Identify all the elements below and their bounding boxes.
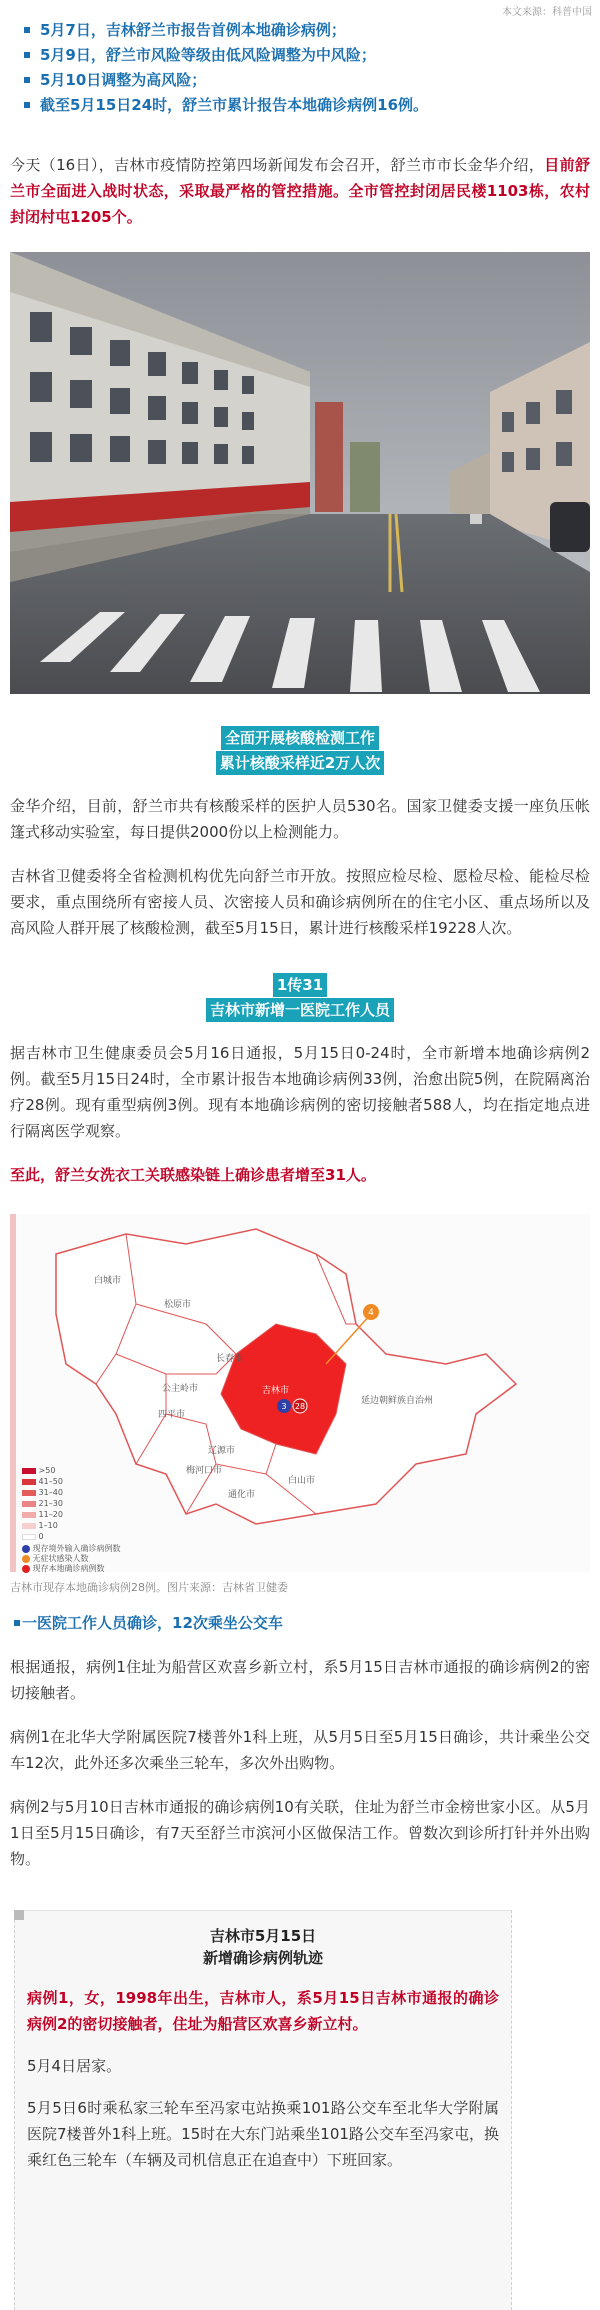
paragraph-highlight: 至此，舒兰女洗衣工关联感染链上确诊患者增至31人。 [10, 1166, 376, 1184]
paragraph: 病例2与5月10日吉林市通报的确诊病例10有关联，住址为舒兰市金榜世家小区。从5月1日至5月15日确诊，有7天至舒兰市滨河小区做保洁工作。曾数次到诊所打针并外出购物。 [10, 1798, 590, 1868]
legend-marker [22, 1565, 30, 1573]
legend-marker [22, 1555, 30, 1563]
track-entry: 5月4日居家。 [27, 2057, 122, 2075]
section-title-line: 吉林市新增一医院工作人员 [206, 998, 394, 1022]
legend-label: 21–30 [38, 1499, 63, 1508]
section-title-line: 全面开展核酸检测工作 [221, 726, 379, 750]
legend-label: 1–10 [38, 1521, 58, 1530]
asymptomatic-count: 4 [368, 1308, 374, 1318]
map-caption: 吉林市现存本地确诊病例28例。图片来源：吉林省卫健委 [10, 1581, 288, 1594]
legend-swatch [22, 1501, 36, 1507]
legend-label: >50 [38, 1466, 56, 1475]
track-entry: 5月5日6时乘私家三轮车至冯家屯站换乘101路公交车至北华大学附属医院7楼普外1科上班。15时在大东门站乘坐101路公交车至冯家屯，换乘红色三轮车（车辆及司机信息正在追查中）下班回家。 [27, 2099, 499, 2169]
intro-paragraph [0, 152, 600, 230]
region-label: 公主岭市 [162, 1384, 199, 1394]
street-photo-image [10, 252, 590, 694]
street-photo [10, 252, 590, 694]
paragraph: 吉林省卫健委将全省检测机构优先向舒兰市开放。按照应检尽检、愿检尽检、能检尽检要求，重点围绕所有密接人员、次密接人员和确诊病例所在的住宅小区、重点场所以及高风险人群开展了核酸检测，截至5月15日，累计进行核酸采样19228人次。 [10, 867, 590, 937]
intro-text: 今天（16日），吉林市疫情防控第四场新闻发布会召开，舒兰市市长金华介绍， [10, 156, 545, 174]
legend-marker-label: 现存本地确诊病例数 [32, 1564, 105, 1573]
region-label: 辽源市 [208, 1446, 236, 1456]
paragraph: 病例1在北华大学附属医院7楼普外1科上班，从5月5日至5月15日确诊，共计乘坐公交车12次，此外还多次乘坐三轮车，多次外出购物。 [10, 1728, 590, 1772]
legend-label: 41–50 [38, 1477, 63, 1486]
legend-swatch [22, 1534, 36, 1540]
legend-label: 11–20 [38, 1510, 63, 1519]
intro-highlight: 目前舒兰市全面进入战时状态，采取最严格的管控措施。全市管控封闭居民楼1103栋，农村封闭村屯1205个。 [10, 156, 590, 226]
section-title-testing [0, 726, 600, 775]
summary-item: 5月9日，舒兰市风险等级由低风险调整为中风险； [22, 43, 590, 68]
region-label: 延边朝鲜族自治州 [361, 1396, 434, 1406]
summary-item: 5月7日，吉林舒兰市报告首例本地确诊病例； [22, 18, 590, 43]
legend-swatch [22, 1490, 36, 1496]
region-label: 白山市 [288, 1476, 316, 1486]
region-label: 白城市 [94, 1276, 122, 1286]
track-title-line: 新增确诊病例轨迹 [202, 1949, 323, 1967]
local-count: 28 [294, 1402, 306, 1411]
track-title-line: 吉林市5月15日 [209, 1927, 317, 1945]
region-label: 长春市 [216, 1354, 244, 1364]
jilin-map [10, 1214, 590, 1572]
section-title-hospital [0, 973, 600, 1022]
region-label: 吉林市 [262, 1386, 290, 1396]
sub-heading: 一医院工作人员确诊，12次乘坐公交车 [0, 1610, 600, 1636]
legend-label: 31–40 [38, 1488, 63, 1497]
region-label: 四平市 [158, 1410, 186, 1420]
track-box [14, 1910, 512, 2310]
jilin-map-graphic [16, 1214, 590, 1572]
section-title-line: 累计核酸采样近2万人次 [216, 751, 384, 775]
paragraph: 据吉林市卫生健康委员会5月16日通报，5月15日0-24时，全市新增本地确诊病例2例。截至5月15日24时，全市累计报告本地确诊病例33例，治愈出院5例，在院隔离治疗28例。现有重型病例3例。现有本地确诊病例的密切接触者588人，均在指定地点进行隔离医学观察。 [10, 1044, 590, 1140]
paragraph: 根据通报，病例1住址为船营区欢喜乡新立村，系5月15日吉林市通报的确诊病例2的密切接触者。 [10, 1658, 590, 1702]
region-label: 通化市 [228, 1490, 256, 1500]
region-label: 梅河口市 [186, 1466, 223, 1476]
summary-item: 5月10日调整为高风险； [22, 68, 590, 93]
legend-marker-label: 现存境外输入确诊病例数 [32, 1544, 121, 1553]
legend-label: 0 [38, 1532, 44, 1541]
summary-list [0, 0, 600, 118]
legend-swatch [22, 1468, 36, 1474]
paragraph: 金华介绍，目前，舒兰市共有核酸采样的医护人员530名。国家卫健委支援一座负压帐篷式移动实验室，每日提供2000份以上检测能力。 [10, 797, 590, 841]
legend-swatch [22, 1512, 36, 1518]
box-corner [14, 1910, 24, 1920]
legend-swatch [22, 1479, 36, 1485]
summary-item: 截至5月15日24时，舒兰市累计报告本地确诊病例16例。 [22, 93, 590, 118]
legend-marker [22, 1545, 30, 1553]
legend-marker-label: 无症状感染人数 [32, 1554, 89, 1563]
source-note: 本文来源：科普中国 [502, 7, 592, 18]
region-label: 松原市 [164, 1300, 192, 1310]
legend-swatch [22, 1523, 36, 1529]
case-description: 病例1，女，1998年出生，吉林市人，系5月15日吉林市通报的确诊病例2的密切接触者，住址为船营区欢喜乡新立村。 [27, 1989, 499, 2033]
section-title-line: 1传31 [273, 973, 327, 997]
import-count: 3 [281, 1402, 287, 1411]
